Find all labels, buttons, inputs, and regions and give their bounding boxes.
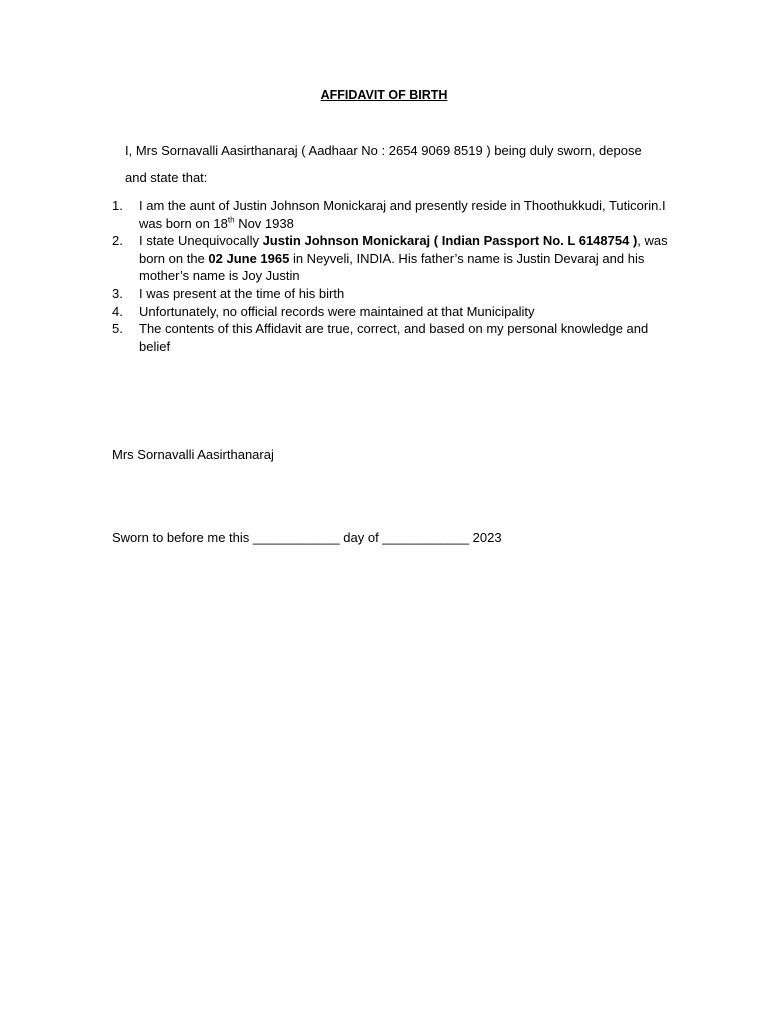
list-item	[112, 303, 682, 321]
list-item	[112, 285, 682, 303]
list-item-number: 5.	[112, 321, 123, 337]
list-item-number: 3.	[112, 285, 123, 301]
intro-line-1: I, Mrs Sornavalli Aasirthanaraj ( Aadhaar No : 2654 9069 8519 ) being duly sworn, depose	[125, 143, 642, 158]
list-item-text: I was present at the time of his birth	[139, 285, 345, 301]
item-2-text-a: I state Unequivocally	[139, 233, 263, 249]
list-item-number: 4.	[112, 303, 123, 319]
list-item-text: Unfortunately, no official records were maintained at that Municipality	[139, 303, 535, 319]
ordinal-suffix: th	[227, 215, 235, 225]
list-item	[112, 197, 682, 232]
document-title: AFFIDAVIT OF BIRTH	[320, 88, 448, 102]
item-2-text-c: in Neyveli, INDIA. His father’s name is Justin Devaraj and his mother’s name is Joy Justin	[139, 250, 645, 284]
statement-list	[112, 197, 682, 355]
list-item	[112, 320, 682, 355]
item-2-bold-date: 02 June 1965	[208, 250, 290, 266]
list-item-text	[139, 232, 682, 285]
list-item-number: 2.	[112, 233, 123, 249]
list-item-number: 1.	[112, 198, 123, 213]
list-item-text	[139, 197, 682, 232]
list-item-text: The contents of this Affidavit are true, correct, and based on my personal knowledge and belief	[139, 321, 649, 354]
item-1-text-b: Nov 1938	[234, 215, 294, 231]
item-1-text-a: I am the aunt of Justin Johnson Monickaraj and presently reside in Thoothukkudi, Tuticorin.I was born on 18	[139, 198, 666, 231]
item-2-text-b: , was born on the	[139, 233, 668, 266]
intro-line-2: and state that:	[125, 170, 208, 185]
item-2-bold-name-passport: Justin Johnson Monickaraj ( Indian Passport No. L 6148754 )	[262, 233, 638, 249]
sworn-line: Sworn to before me this ____________ day of ____________ 2023	[112, 530, 502, 545]
list-item	[112, 232, 682, 285]
signature-name: Mrs Sornavalli Aasirthanaraj	[112, 447, 274, 462]
